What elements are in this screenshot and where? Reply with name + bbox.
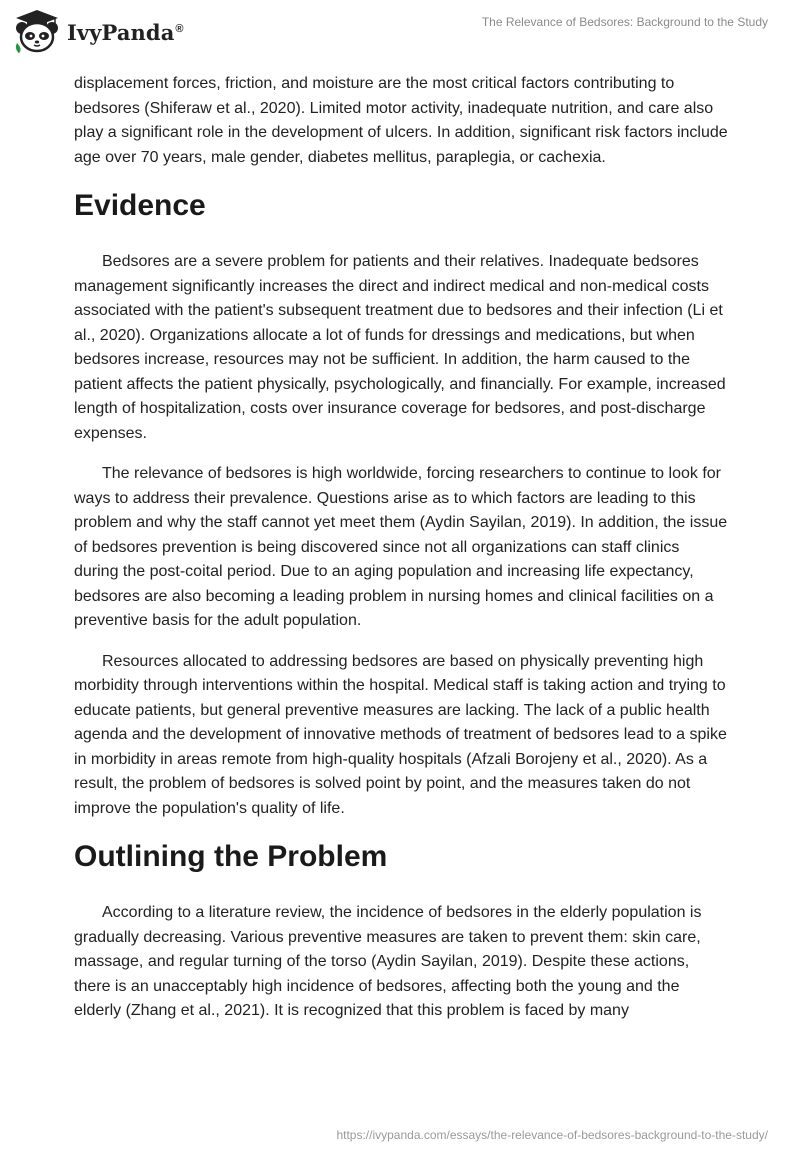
registered-mark: ® — [175, 22, 184, 35]
evidence-paragraph-2: The relevance of bedsores is high worldwide, forcing researchers to continue to look for ways to address their prevalence. Questions arise as to which factors are leading to this problem and why the staff cannot yet meet them (Aydin Sayilan, 2019). In addition, the issue of bedsores prevention is being discovered since not all organizations can staff clinics during the post-coital period. Due to an aging population and increasing life expectancy, bedsores are also becoming a leading problem in nursing homes and clinical facilities on a preventive basis for the adult population. — [74, 465, 728, 629]
intro-paragraph: displacement forces, friction, and moisture are the most critical factors contributing to bedsores (Shiferaw et al., 2020). Limited motor activity, inadequate nutrition, and care also play a significant role in the development of ulcers. In addition, significant risk factors include age over 70 years, male gender, diabetes mellitus, paraplegia, or cachexia. — [74, 75, 728, 166]
evidence-paragraph-3: Resources allocated to addressing bedsores are based on physically preventing high morbidity through interventions within the hospital. Medical staff is taking action and trying to educate patients, but general preventive measures are lacking. The lack of a public health agenda and the development of innovative methods of treatment of bedsores lead to a spike in morbidity in areas remote from high-quality hospitals (Afzali Borojeny et al., 2020). As a result, the problem of bedsores is solved point by point, and the measures taken do not improve the population's quality of life. — [74, 652, 727, 817]
panda-graduate-icon — [13, 9, 61, 55]
ivypanda-logo-link[interactable] — [13, 9, 184, 55]
essay-content — [74, 72, 728, 1040]
brand-name: IvyPanda® — [67, 19, 184, 45]
page-header — [0, 0, 800, 66]
source-url-link[interactable]: https://ivypanda.com/essays/the-relevance-of-bedsores-background-to-the-study/ — [336, 1128, 768, 1142]
document-title: The Relevance of Bedsores: Background to the Study — [481, 15, 768, 29]
evidence-paragraph-1: Bedsores are a severe problem for patients and their relatives. Inadequate bedsores management significantly increases the direct and indirect medical and non-medical costs associated with the patient's subsequent treatment due to bedsores and their infection (Li et al., 2020). Organizations allocate a lot of funds for dressings and medications, but when bedsores increase, resources may not be sufficient. In addition, the harm caused to the patient affects the patient physically, psychologically, and financially. For example, increased length of hospitalization, costs over insurance coverage for bedsores, and post-discharge expenses. — [74, 253, 726, 442]
section-heading-evidence: Evidence — [74, 189, 206, 222]
section-heading-outlining-the-problem: Outlining the Problem — [74, 840, 388, 873]
problem-paragraph-1: According to a literature review, the incidence of bedsores in the elderly population is gradually decreasing. Various preventive measures are taken to prevent them: skin care, massage, and regular turning of the torso (Aydin Sayilan, 2019). Despite these actions, there is an unacceptably high incidence of bedsores, affecting both the young and the elderly (Zhang et al., 2021). It is recognized that this problem is faced by many — [74, 904, 702, 1019]
